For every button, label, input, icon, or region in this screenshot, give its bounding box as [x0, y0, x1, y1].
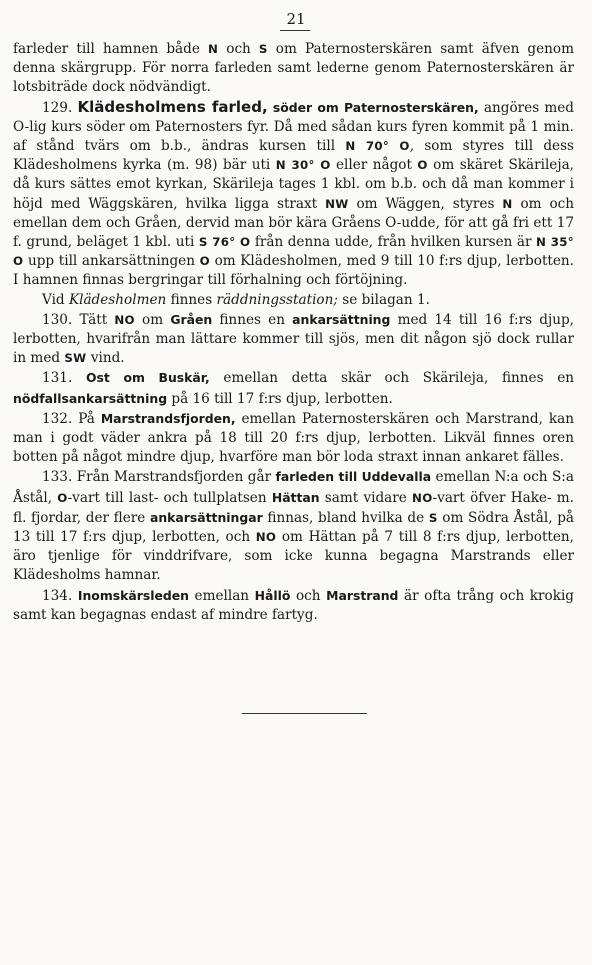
text-run: Tätt — [72, 311, 115, 328]
place-name: Ost om Buskär, — [85, 370, 210, 386]
text-run: Från Marstrandsfjorden går — [72, 469, 276, 486]
direction-abbrev: N — [207, 42, 219, 56]
rescue-station-term: räddningsstation; — [216, 291, 338, 308]
text-run: -vart till last- och tullplatsen — [67, 489, 272, 506]
text-run: angöres med O-lig kurs söder om Paternosters fyr. Då med sådan kurs fyren kommit på 1 min. af stånd tvärs om b.b., ändras kursen till — [13, 99, 575, 155]
text-run: emellan detta skär och Skärileja, finnes en — [209, 370, 575, 387]
paragraph-number: 131. — [42, 370, 73, 387]
place-name: Hättan — [271, 489, 320, 505]
direction-abbrev: NO — [114, 312, 135, 327]
paragraph-rescue-station — [13, 291, 574, 310]
paragraph-continuation — [13, 40, 574, 98]
page-number: 21 — [286, 10, 306, 28]
direction-abbrev: S — [258, 42, 268, 56]
anchorage-term: ankarsättningar — [150, 509, 263, 525]
direction-abbrev: O — [417, 158, 428, 173]
text-run: finnes — [166, 291, 217, 308]
paragraph-number: 130. — [42, 311, 73, 328]
direction-abbrev: NO — [255, 530, 277, 545]
text-run: vind. — [86, 350, 125, 367]
direction-abbrev: S — [428, 510, 438, 525]
route-name: Inomskärsleden — [77, 587, 189, 603]
direction-abbrev: SW — [64, 351, 87, 366]
course-bearing: S 76° O — [198, 235, 251, 250]
paragraph-130 — [13, 310, 574, 369]
section-end-rule — [242, 713, 367, 714]
section-heading: Klädesholmens farled, — [77, 97, 268, 116]
text-run: eller något — [330, 157, 418, 174]
text-run: emellan N:a och S:a Åstål, — [13, 469, 574, 506]
text-run: på 16 till 17 f:rs djup, lerbotten. — [167, 390, 393, 407]
text-run: om och emellan dem och Gråen, dervid man bör kära Gråens O-udde, för att gå fri ett 17 f. grund, beläget 1 kbl. uti — [13, 195, 575, 251]
direction-abbrev: N — [502, 196, 513, 211]
text-run: om Paternosterskären samt äfven genom denna skärgrupp. För norra farleden samt lederne genom Paternosterskären är lotsbiträde dock nödvändigt. — [13, 41, 575, 96]
place-name: Marstrandsfjorden, — [100, 410, 236, 426]
text-run: från denna udde, från hvilken kursen är — [250, 234, 537, 251]
text-run: finnas, bland hvilka de — [262, 509, 429, 526]
course-bearing: N 35° O — [13, 235, 575, 269]
text-run: om Hättan på 7 till 8 f:rs djup, lerbotten, äro tjenlige för vinddrifvare, som icke kunna begagna Marstrands eller Klädesholms hamnar. — [13, 529, 574, 584]
text-run: Vid — [42, 291, 69, 308]
paragraph-number: 129. — [42, 99, 73, 116]
place-name: Marstrand — [326, 587, 399, 603]
text-run: om Södra Åstål, på 13 till 17 f:rs djup, lerbotten, och — [13, 509, 574, 546]
text-run: emellan — [188, 587, 255, 604]
body-text — [13, 40, 574, 625]
paragraph-131 — [13, 368, 574, 408]
anchorage-term: nödfallsankarsättning — [13, 390, 168, 406]
paragraph-129 — [13, 98, 574, 291]
direction-abbrev: NW — [325, 196, 349, 211]
text-run: samt vidare — [319, 489, 413, 506]
text-run: , som styres till dess Klädesholmens kyrka (m. 98) bär uti — [13, 138, 575, 174]
text-run: med 14 till 16 f:rs djup, lerbotten, hvarifrån man lättare kommer till sjös, men dit någon sjö dock rullar in med — [13, 311, 574, 367]
paragraph-134 — [13, 586, 574, 625]
text-run: se bilagan 1. — [337, 291, 430, 308]
route-name: farleden till Uddevalla — [275, 469, 432, 485]
text-run: upp till ankarsättningen — [23, 253, 200, 270]
direction-abbrev: O — [199, 254, 210, 269]
text-run: På — [72, 410, 101, 427]
text-run: och — [290, 587, 327, 604]
text-run: farleder till hamnen både — [13, 41, 208, 57]
paragraph-132 — [13, 409, 574, 468]
text-run: emellan Paternosterskären och Marstrand, kan man i godt väder ankra på 18 till 20 f:rs djup, lerbotten. Likväl finnes oren botten på något mindre djup, hvarföre man bör loda straxt innan ankaret fälles. — [13, 410, 574, 466]
direction-abbrev: O — [57, 490, 68, 505]
section-subheading: söder om Paternosterskären, — [272, 99, 479, 115]
place-name: Gråen — [170, 311, 213, 327]
text-run: om skäret Skärileja, då kurs sättes emot kyrkan, Skärileja tages 1 kbl. om b.b. och då man kommer i höjd med Wäggskären, hvilka ligga straxt — [13, 157, 574, 212]
text-run: om Wäggen, styres — [348, 195, 503, 212]
text-run: -vart öfver Hake- m. fl. fjordar, der flere — [13, 489, 574, 526]
course-bearing: N 30° O — [275, 158, 331, 173]
paragraph-number: 132. — [42, 410, 73, 427]
place-name: Hållö — [254, 587, 291, 603]
paragraph-number: 133. — [42, 469, 73, 486]
page-number-rule — [280, 30, 310, 31]
text-run: är ofta trång och krokig samt kan begagnas endast af mindre fartyg. — [13, 587, 574, 623]
text-run: finnes en — [212, 311, 293, 328]
anchorage-term: ankarsättning — [292, 311, 391, 327]
paragraph-133 — [13, 467, 574, 585]
paragraph-number: 134. — [42, 587, 73, 604]
text-run: om Klädesholmen, med 9 till 10 f:rs djup, lerbotten. I hamnen finnas bergringar till förhalning och förtöjning. — [13, 253, 574, 289]
course-bearing: N 70° O — [345, 139, 410, 154]
direction-abbrev: NO — [412, 490, 433, 505]
place-name: Klädesholmen — [68, 291, 167, 308]
text-run: om — [134, 311, 171, 328]
text-run: och — [218, 41, 259, 57]
